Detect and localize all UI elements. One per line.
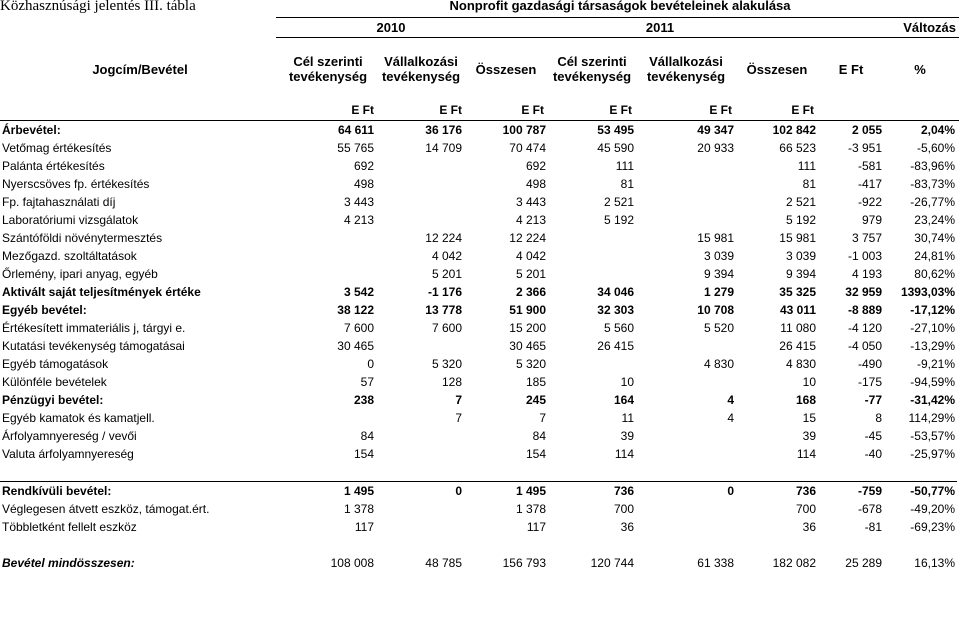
cell-value: 30,74% <box>914 231 955 245</box>
cell-value <box>376 427 464 445</box>
cell-value: 111 <box>797 159 816 173</box>
cell-value: 5 192 <box>785 213 816 227</box>
column-header: Összesen <box>746 62 808 77</box>
cell-value: 2 521 <box>603 195 634 209</box>
table-row <box>0 175 957 193</box>
cell-value: 38 122 <box>337 303 374 317</box>
cell-value: 5 520 <box>703 321 734 335</box>
revenue-table <box>0 121 957 572</box>
cell-value: 2 521 <box>785 195 816 209</box>
cell-value: 4 193 <box>851 267 882 281</box>
cell-value <box>636 427 736 445</box>
column-header-label: Jogcím/Bevétel <box>92 62 188 77</box>
row-label: Palánta értékesítés <box>2 159 105 173</box>
cell-value <box>548 463 636 482</box>
table-row <box>0 536 957 554</box>
row-label: Pénzügyi bevétel: <box>2 393 104 407</box>
cell-value: -8 889 <box>847 303 882 317</box>
cell-value: 30 465 <box>509 339 546 353</box>
cell-value: 2 055 <box>851 123 882 137</box>
table-row <box>0 554 957 572</box>
divider <box>276 37 959 38</box>
row-label: Fp. fajtahasználati díj <box>2 195 116 209</box>
row-label: Véglegesen átvett eszköz, támogat.ért. <box>2 502 210 516</box>
cell-value: 26 415 <box>597 339 634 353</box>
table-row <box>0 229 957 247</box>
cell-value: 736 <box>548 482 636 501</box>
cell-value: 156 793 <box>502 556 546 570</box>
row-label: Értékesített immateriális j, tárgyi e. <box>2 321 186 335</box>
cell-value: 979 <box>861 213 882 227</box>
row-label: Többletként fellelt eszköz <box>2 520 137 534</box>
row-label: Árfolyamnyereség / vevői <box>2 429 137 443</box>
row-label: Aktivált saját teljesítmények értéke <box>2 285 201 299</box>
cell-value: 4 <box>727 411 734 425</box>
cell-value: -490 <box>857 357 882 371</box>
cell-value: -40 <box>864 447 882 461</box>
table-row <box>0 319 957 337</box>
table-row <box>0 301 957 319</box>
cell-value: 26 415 <box>779 339 816 353</box>
unit-label: E Ft <box>609 103 632 117</box>
cell-value: 5 201 <box>515 267 546 281</box>
cell-value: -81 <box>864 520 882 534</box>
cell-value <box>818 463 884 482</box>
cell-value: -53,57% <box>910 429 955 443</box>
row-label: Laboratóriumi vizsgálatok <box>2 213 139 227</box>
cell-value: 43 011 <box>779 303 816 317</box>
cell-value <box>276 463 376 482</box>
cell-value: -759 <box>818 482 884 501</box>
cell-value: -83,73% <box>910 177 955 191</box>
table-row <box>0 283 957 301</box>
cell-value: 1 495 <box>464 482 548 501</box>
cell-value <box>548 247 636 265</box>
cell-value: -5,60% <box>916 141 955 155</box>
cell-value: 114 <box>614 447 634 461</box>
unit-label: E Ft <box>439 103 462 117</box>
cell-value: -3 951 <box>847 141 882 155</box>
year-2010: 2010 <box>376 20 406 35</box>
cell-value <box>636 337 736 355</box>
cell-value: 168 <box>795 393 816 407</box>
cell-value: 117 <box>354 520 374 534</box>
row-label: Egyéb kamatok és kamatjell. <box>2 411 155 425</box>
cell-value: 64 611 <box>337 123 374 137</box>
cell-value: -175 <box>857 375 882 389</box>
table-title: Nonprofit gazdasági társaságok bevételeinek alakulása <box>449 0 791 13</box>
cell-value <box>636 463 736 482</box>
table-row <box>0 247 957 265</box>
cell-value: 238 <box>353 393 374 407</box>
table-row <box>0 409 957 427</box>
cell-value <box>464 536 548 554</box>
column-header: Cél szerinti tevékenység <box>288 54 368 84</box>
cell-value <box>636 175 736 193</box>
cell-value: 3 542 <box>343 285 374 299</box>
row-label: Árbevétel: <box>2 123 61 137</box>
cell-value: 30 465 <box>337 339 374 353</box>
cell-value: 11 <box>621 411 634 425</box>
cell-value: -17,12% <box>910 303 955 317</box>
cell-value: 3 039 <box>703 249 734 263</box>
cell-value: 12 224 <box>509 231 546 245</box>
cell-value: 15 <box>802 411 816 425</box>
cell-value: 81 <box>802 177 816 191</box>
cell-value: 1 378 <box>343 502 374 516</box>
cell-value <box>884 463 957 482</box>
document-title: Közhasznúsági jelentés III. tábla <box>0 0 196 14</box>
table-row <box>0 211 957 229</box>
cell-value: 3 443 <box>343 195 374 209</box>
cell-value: 3 443 <box>515 195 546 209</box>
cell-value: -1 176 <box>427 285 462 299</box>
cell-value: -922 <box>857 195 882 209</box>
cell-value: 154 <box>353 447 374 461</box>
cell-value: 3 039 <box>785 249 816 263</box>
cell-value: 102 842 <box>772 123 816 137</box>
table-row <box>0 355 957 373</box>
table-row <box>0 139 957 157</box>
cell-value <box>636 518 736 536</box>
cell-value: -4 120 <box>847 321 882 335</box>
cell-value: 7 <box>455 393 462 407</box>
row-label: Bevétel mindösszesen: <box>2 556 135 570</box>
cell-value: 4 042 <box>431 249 462 263</box>
cell-value: 66 523 <box>779 141 816 155</box>
cell-value: -45 <box>864 429 882 443</box>
cell-value: 128 <box>441 375 462 389</box>
row-label <box>0 463 276 482</box>
column-header: Vállalkozási tevékenység <box>646 54 726 84</box>
cell-value: 35 325 <box>779 285 816 299</box>
cell-value: 182 082 <box>772 556 816 570</box>
cell-value: -9,21% <box>916 357 955 371</box>
cell-value: -83,96% <box>910 159 955 173</box>
row-label <box>0 536 276 554</box>
cell-value: -417 <box>857 177 882 191</box>
cell-value: -26,77% <box>910 195 955 209</box>
table-row <box>0 500 957 518</box>
cell-value <box>376 500 464 518</box>
cell-value: 117 <box>526 520 546 534</box>
cell-value: 7 <box>539 411 546 425</box>
cell-value <box>736 536 818 554</box>
cell-value: 5 192 <box>603 213 634 227</box>
cell-value: 0 <box>376 482 464 501</box>
cell-value: 4 830 <box>703 357 734 371</box>
table-row <box>0 157 957 175</box>
change-header: Változás <box>903 20 956 35</box>
cell-value: 7 <box>455 411 462 425</box>
cell-value <box>376 211 464 229</box>
cell-value: 9 394 <box>785 267 816 281</box>
cell-value: -77 <box>864 393 882 407</box>
table-row <box>0 445 957 463</box>
cell-value: 164 <box>613 393 634 407</box>
year-2011: 2011 <box>645 20 675 35</box>
cell-value: 245 <box>525 393 546 407</box>
cell-value: 1 378 <box>515 502 546 516</box>
cell-value <box>376 157 464 175</box>
cell-value <box>636 157 736 175</box>
cell-value: 185 <box>525 375 546 389</box>
row-label: Egyéb támogatások <box>2 357 109 371</box>
cell-value <box>376 175 464 193</box>
cell-value: 84 <box>532 429 546 443</box>
column-header: % <box>914 62 926 77</box>
unit-label: E Ft <box>521 103 544 117</box>
cell-value: 84 <box>360 429 374 443</box>
cell-value: 700 <box>613 502 634 516</box>
table-row <box>0 121 957 139</box>
cell-value: 13 778 <box>425 303 462 317</box>
cell-value <box>464 463 548 482</box>
cell-value <box>376 193 464 211</box>
cell-value <box>636 373 736 391</box>
cell-value: 81 <box>620 177 634 191</box>
unit-label: E Ft <box>791 103 814 117</box>
table-row <box>0 482 957 501</box>
cell-value: 692 <box>525 159 546 173</box>
cell-value <box>636 500 736 518</box>
cell-value: 14 709 <box>425 141 462 155</box>
cell-value: 2 366 <box>515 285 546 299</box>
cell-value: 8 <box>875 411 882 425</box>
cell-value: 154 <box>525 447 546 461</box>
cell-value: 57 <box>360 375 374 389</box>
cell-value <box>276 229 376 247</box>
unit-label: E Ft <box>709 103 732 117</box>
cell-value: 12 224 <box>425 231 462 245</box>
cell-value <box>276 247 376 265</box>
cell-value: 1 495 <box>276 482 376 501</box>
cell-value <box>736 463 818 482</box>
cell-value: 114 <box>796 447 816 461</box>
cell-value: -31,42% <box>910 393 955 407</box>
row-label: Rendkívüli bevétel: <box>0 482 276 501</box>
cell-value: 108 008 <box>330 556 374 570</box>
cell-value: 100 787 <box>502 123 546 137</box>
cell-value <box>636 536 736 554</box>
cell-value: -25,97% <box>910 447 955 461</box>
cell-value: 70 474 <box>509 141 546 155</box>
cell-value: 4 213 <box>343 213 374 227</box>
cell-value: 7 600 <box>431 321 462 335</box>
cell-value <box>636 211 736 229</box>
column-header: Vállalkozási tevékenység <box>381 54 461 84</box>
cell-value <box>376 536 464 554</box>
column-header: Összesen <box>475 62 537 77</box>
cell-value <box>818 536 884 554</box>
cell-value <box>376 463 464 482</box>
table-row <box>0 518 957 536</box>
cell-value: 55 765 <box>337 141 374 155</box>
cell-value: 32 959 <box>845 285 882 299</box>
table-row <box>0 265 957 283</box>
cell-value: 10 <box>620 375 634 389</box>
cell-value: 736 <box>736 482 818 501</box>
cell-value: 1393,03% <box>900 285 955 299</box>
cell-value: 0 <box>367 357 374 371</box>
cell-value: 36 <box>620 520 634 534</box>
row-label: Egyéb bevétel: <box>2 303 87 317</box>
cell-value: -678 <box>857 502 882 516</box>
cell-value: 3 757 <box>851 231 882 245</box>
cell-value: 10 708 <box>697 303 734 317</box>
cell-value: 36 176 <box>425 123 462 137</box>
table-row <box>0 193 957 211</box>
row-label: Mezőgazd. szoltáltatások <box>2 249 137 263</box>
cell-value: 25 289 <box>845 556 882 570</box>
row-label: Valuta árfolyamnyereség <box>2 447 134 461</box>
cell-value: 5 201 <box>431 267 462 281</box>
cell-value <box>548 265 636 283</box>
cell-value: 48 785 <box>425 556 462 570</box>
cell-value: 5 560 <box>603 321 634 335</box>
table-row <box>0 427 957 445</box>
cell-value: 0 <box>636 482 736 501</box>
cell-value: 51 900 <box>509 303 546 317</box>
cell-value: 5 320 <box>515 357 546 371</box>
cell-value <box>276 536 376 554</box>
cell-value <box>376 445 464 463</box>
row-label: Különféle bevételek <box>2 375 107 389</box>
column-header: E Ft <box>838 62 864 77</box>
cell-value: 32 303 <box>597 303 634 317</box>
cell-value: 15 981 <box>779 231 816 245</box>
cell-value: -581 <box>857 159 882 173</box>
cell-value <box>276 265 376 283</box>
cell-value: 36 <box>802 520 816 534</box>
cell-value: 498 <box>353 177 374 191</box>
row-label: Nyerscsöves fp. értékesítés <box>2 177 150 191</box>
table-row <box>0 391 957 409</box>
table-row <box>0 463 957 482</box>
cell-value: 4 213 <box>515 213 546 227</box>
unit-label: E Ft <box>351 103 374 117</box>
cell-value: 4 <box>727 393 734 407</box>
cell-value: -50,77% <box>884 482 957 501</box>
cell-value <box>636 193 736 211</box>
column-header: Cél szerinti tevékenység <box>552 54 632 84</box>
row-label: Vetőmag értékesítés <box>2 141 112 155</box>
cell-value: 1 279 <box>703 285 734 299</box>
cell-value <box>636 445 736 463</box>
cell-value <box>548 536 636 554</box>
divider <box>276 17 959 18</box>
cell-value: 39 <box>802 429 816 443</box>
cell-value: -13,29% <box>910 339 955 353</box>
cell-value: 5 320 <box>431 357 462 371</box>
cell-value: 61 338 <box>697 556 734 570</box>
cell-value: 15 981 <box>697 231 734 245</box>
cell-value: 39 <box>620 429 634 443</box>
cell-value: 2,04% <box>920 123 955 137</box>
cell-value: 24,81% <box>914 249 955 263</box>
cell-value: 7 600 <box>343 321 374 335</box>
cell-value: 34 046 <box>597 285 634 299</box>
cell-value: 16,13% <box>914 556 955 570</box>
cell-value: 10 <box>802 375 816 389</box>
cell-value: 700 <box>795 502 816 516</box>
cell-value <box>376 337 464 355</box>
cell-value: 23,24% <box>914 213 955 227</box>
cell-value: 20 933 <box>697 141 734 155</box>
cell-value: -69,23% <box>910 520 955 534</box>
cell-value <box>376 518 464 536</box>
cell-value: -27,10% <box>910 321 955 335</box>
row-label: Őrlemény, ipari anyag, egyéb <box>2 267 158 281</box>
cell-value: 9 394 <box>703 267 734 281</box>
cell-value: 4 042 <box>515 249 546 263</box>
row-label: Kutatási tevékenység támogatásai <box>2 339 185 353</box>
cell-value <box>548 355 636 373</box>
cell-value: -4 050 <box>847 339 882 353</box>
cell-value: 45 590 <box>597 141 634 155</box>
cell-value: 498 <box>525 177 546 191</box>
cell-value: 11 080 <box>780 321 816 335</box>
cell-value: -49,20% <box>910 502 955 516</box>
table-row <box>0 337 957 355</box>
cell-value: 114,29% <box>908 411 955 425</box>
cell-value <box>884 536 957 554</box>
cell-value: 49 347 <box>697 123 734 137</box>
cell-value: 4 830 <box>785 357 816 371</box>
cell-value: 120 744 <box>590 556 634 570</box>
cell-value <box>276 409 376 427</box>
cell-value <box>548 229 636 247</box>
row-label: Szántóföldi növénytermesztés <box>2 231 163 245</box>
cell-value: 692 <box>353 159 374 173</box>
cell-value: 80,62% <box>914 267 955 281</box>
cell-value: 15 200 <box>509 321 546 335</box>
cell-value: -1 003 <box>847 249 882 263</box>
cell-value: 111 <box>615 159 634 173</box>
table-row <box>0 373 957 391</box>
cell-value: 53 495 <box>597 123 634 137</box>
cell-value: -94,59% <box>910 375 955 389</box>
